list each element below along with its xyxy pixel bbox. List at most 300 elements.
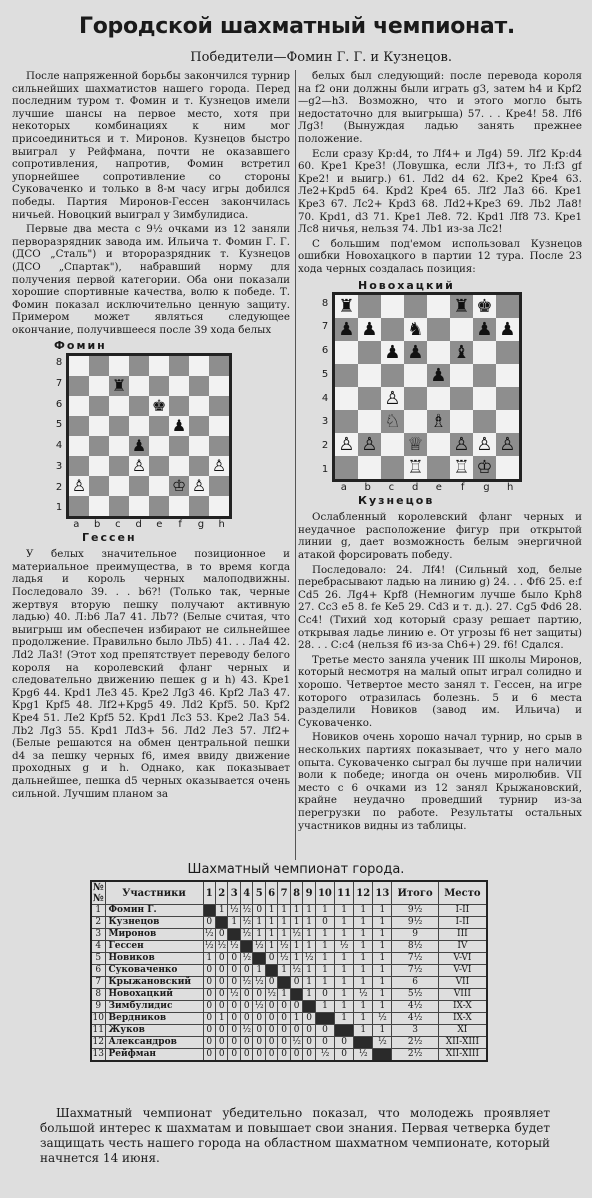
table-cell: 0	[240, 989, 252, 1001]
column-header: 11	[335, 881, 354, 905]
table-cell: 0	[203, 1025, 215, 1037]
file-label: f	[460, 482, 465, 494]
table-cell: 0	[215, 1037, 227, 1049]
chess-diagram-2	[318, 280, 538, 508]
table-cell: 1	[253, 929, 265, 941]
table-title: Шахматный чемпионат города.	[187, 862, 405, 877]
table-cell: 0	[278, 1025, 290, 1037]
white-pawn-icon: ♙	[384, 387, 401, 409]
table-cell: 0	[228, 1013, 240, 1025]
board-square	[450, 410, 473, 433]
table-cell: 1	[335, 1001, 354, 1013]
table-cell: 0	[240, 1001, 252, 1013]
black-pawn-icon: ♟	[361, 318, 378, 340]
table-cell: 0	[335, 1049, 354, 1062]
column-divider	[295, 70, 296, 860]
table-cell: 1	[303, 929, 315, 941]
table-cell: 1	[278, 965, 290, 977]
black-pawn-icon: ♟	[476, 318, 493, 340]
board-square	[404, 433, 427, 456]
black-king-icon: ♚	[476, 295, 493, 317]
board-square	[189, 416, 209, 436]
rank-label: 7	[55, 377, 63, 389]
participant-name: Кузнецов	[105, 917, 203, 929]
file-label: e	[156, 519, 163, 531]
board-square	[149, 456, 169, 476]
table-cell: 1	[290, 905, 302, 917]
white-king-icon: ♔	[476, 456, 493, 478]
table-cell: 3	[392, 1025, 438, 1037]
board-square	[473, 341, 496, 364]
table-cell: ½	[242, 977, 252, 987]
board-square	[69, 356, 89, 376]
file-label: h	[218, 519, 225, 531]
table-cell: 0	[215, 977, 227, 989]
board-square	[381, 295, 404, 318]
rank-label: 6	[55, 398, 63, 410]
table-cell: XII-XIII	[438, 1049, 487, 1062]
table-cell	[278, 977, 290, 989]
board-square	[129, 356, 149, 376]
table-cell: 0	[203, 1013, 215, 1025]
table-cell: 0	[303, 1037, 315, 1049]
board-square	[404, 456, 427, 479]
board-square	[427, 410, 450, 433]
table-cell: 0	[253, 1025, 265, 1037]
board-square	[129, 396, 149, 416]
table-body	[91, 905, 487, 1062]
table-cell: VII	[438, 977, 487, 989]
board-square	[358, 410, 381, 433]
white-pawn-icon: ♙	[453, 433, 470, 455]
board-square	[169, 476, 189, 496]
table-cell: 1	[278, 917, 290, 929]
participant-name: Жуков	[105, 1025, 203, 1037]
white-pawn-icon: ♙	[338, 433, 355, 455]
table-cell: 0	[240, 1049, 252, 1062]
board-square	[89, 416, 109, 436]
table-cell	[228, 929, 240, 941]
table-row	[91, 965, 487, 977]
table-cell: 5½	[392, 989, 438, 1001]
file-label: a	[73, 519, 80, 531]
table-cell: XII-XIII	[438, 1037, 487, 1049]
white-pawn-icon: ♙	[211, 456, 227, 476]
rank-label: 4	[321, 392, 329, 404]
participant-name: Новохацкий	[105, 989, 203, 1001]
table-cell: 1	[354, 929, 373, 941]
table-cell: 1	[315, 941, 334, 953]
board-square	[109, 416, 129, 436]
table-cell	[265, 965, 277, 977]
table-cell: 9½	[392, 905, 438, 917]
table-cell: 7½	[392, 965, 438, 977]
chess-diagram-1	[52, 340, 242, 544]
table-cell: 9	[91, 1001, 105, 1013]
black-rook-icon: ♜	[338, 295, 355, 317]
board-square	[358, 295, 381, 318]
board-square	[473, 456, 496, 479]
board-square	[427, 364, 450, 387]
table-cell: 1	[373, 989, 392, 1001]
board-square	[427, 456, 450, 479]
paragraph: белых был следующий: после перевода короля на f2 они должны были играть g3, затем h4 и Крf2—g2—h3. Возможно, что и этого могло быть недостаточно для выигрыша) 57. . . Крe4! 58. Лf6 Лg3! (Вынуждая ладью занять прежнее положение.	[298, 70, 582, 145]
table-cell: 0	[215, 1001, 227, 1013]
table-row	[91, 917, 487, 929]
board-square	[381, 410, 404, 433]
table-cell: 1	[373, 1001, 392, 1013]
right-column	[298, 70, 582, 860]
board-square	[129, 476, 149, 496]
board-square	[189, 456, 209, 476]
table-cell	[354, 1037, 373, 1049]
table-cell: ½	[242, 905, 252, 915]
black-knight-icon: ♞	[407, 318, 424, 340]
table-cell: ½	[292, 965, 301, 975]
column-header: № №	[92, 882, 104, 904]
board-square	[335, 318, 358, 341]
column-header: 8	[290, 881, 302, 905]
table-cell: 0	[265, 1025, 277, 1037]
table-cell: 1	[228, 917, 240, 929]
board-square	[109, 356, 129, 376]
board-square	[189, 356, 209, 376]
board-square	[404, 387, 427, 410]
table-cell: 1	[290, 917, 302, 929]
board-square	[169, 356, 189, 376]
table-cell: ½	[242, 917, 252, 927]
paragraph: Если сразу Кр:d4, то Лf4+ и Лg4) 59. Лf2 Кр:d4 60. Крe1 Крe3! (Ловушка, если Лf3+, то Л:f3 gf Крe2! и выигр.) 61. Лd2 d4 62. Крe2 Крe4 63. Лe2+Крd5 64. Крd2 Крe4 65. Лf2 Лa3 66. Крe1 Крe3 67. Лc2+ Крd3 68. Лd2+Крe3 69. Лb2 Лa8! 70. Крd1, d3 71. Крe1 Лe8. 72. Крd1 Лf8 73. Крe1 Лc8 ничья, нельзя 74. Лb1 из-за Лc2!	[298, 147, 582, 236]
board-square	[209, 436, 229, 456]
board-square	[189, 436, 209, 456]
board-square	[450, 433, 473, 456]
table-cell: ½	[217, 941, 227, 951]
file-label: g	[197, 519, 205, 531]
table-cell: 1	[315, 1001, 334, 1013]
table-cell: I-II	[438, 905, 487, 917]
table-cell: V-VI	[438, 953, 487, 965]
board-square	[358, 364, 381, 387]
table-cell: 0	[315, 917, 334, 929]
rank-labels	[318, 292, 332, 482]
file-label: d	[135, 519, 142, 531]
table-cell: 1	[303, 965, 315, 977]
table-cell: 0	[290, 1001, 302, 1013]
board-square	[450, 341, 473, 364]
board-square	[381, 341, 404, 364]
file-label: b	[364, 482, 371, 494]
table-cell	[373, 1049, 392, 1062]
table-cell: 0	[290, 1025, 302, 1037]
table-cell: 0	[240, 1013, 252, 1025]
table-cell: 0	[315, 1037, 334, 1049]
board-square	[129, 496, 149, 516]
paragraph: Последовало: 24. Лf4! (Сильный ход, белые перебрасывают ладью на линию g) 24. . . Фf6 25. e:f Cd5 26. Лg4+ Крf8 (Немногим лучше было Крh8 27. Cc3 e5 8. fe Ke5 29. Cd3 и т. д.). 27. Cg5 Фd6 28. Cc4! (Тихий ход который сразу решает партию, открывая ладье линию e. От угрозы f6 нет защиты) 28. . . C:c4 (нельзя f6 из-за Ch6+) 29. f6! Сдался.	[298, 563, 582, 652]
board-square	[109, 376, 129, 396]
table-cell: 9½	[392, 917, 438, 929]
table-cell: 0	[253, 989, 265, 1001]
board-square	[209, 376, 229, 396]
table-cell: ½	[292, 929, 301, 939]
table-cell: ½	[279, 941, 289, 951]
board-square	[189, 396, 209, 416]
board-square	[496, 364, 519, 387]
board-square	[496, 456, 519, 479]
board-square	[335, 387, 358, 410]
table-cell: 0	[253, 905, 265, 917]
board-square	[109, 396, 129, 416]
table-cell: 0	[240, 965, 252, 977]
participant-name: Новиков	[105, 953, 203, 965]
participant-name: Вердников	[105, 1013, 203, 1025]
table-cell: 0	[278, 1049, 290, 1062]
board-square	[129, 456, 149, 476]
table-cell: 7½	[392, 953, 438, 965]
rank-label: 7	[321, 321, 329, 333]
table-cell: 1	[335, 977, 354, 989]
table-cell: 0	[215, 1025, 227, 1037]
table-cell: 1	[303, 941, 315, 953]
black-pawn-icon: ♟	[131, 436, 147, 456]
table-cell: III	[438, 929, 487, 941]
table-cell: 1	[278, 905, 290, 917]
white-rook-icon: ♖	[453, 456, 470, 478]
table-cell: 1	[315, 953, 334, 965]
participant-name: Миронов	[105, 929, 203, 941]
paragraph: Ослабленный королевский фланг черных и неудачное расположение фигур при открытой линии g, дает возможность белым энергичной атакой форсировать победу.	[298, 511, 582, 562]
board-square	[358, 341, 381, 364]
board-square	[209, 476, 229, 496]
chess-board	[66, 353, 232, 519]
paragraph: Третье место заняла ученик III школы Миронов, который несмотря на малый опыт играл солидно и хорошо. Четвертое место занял т. Гессен, на игре которого отразилась болезнь. 5 и 6 места разделили Новиков (завод им. Ильича) и Суковаченко.	[298, 653, 582, 729]
table-cell: 1	[303, 905, 315, 917]
table-cell: 1	[290, 941, 302, 953]
board-square	[89, 376, 109, 396]
table-cell: 6	[392, 977, 438, 989]
table-cell: 1	[203, 953, 215, 965]
table-cell: 1	[335, 989, 354, 1001]
board-square	[189, 376, 209, 396]
column-header: 1	[203, 881, 215, 905]
board-square	[404, 364, 427, 387]
table-cell: 1	[373, 917, 392, 929]
table-cell: ½	[292, 1037, 301, 1047]
table-cell: 0	[215, 965, 227, 977]
table-cell: XI	[438, 1025, 487, 1037]
paragraph: Первые два места с 9½ очками из 12 заняли перворазрядник завода им. Ильича т. Фомин Г. Г. (ДСО „Сталь") и второразрядник т. Кузнецов (ДСО „Спартак"), набравший норму для получения первой категории. Оба они показали хорошие спортивные качества, волю к победе. Т. Фомин показал исключительно ценную защиту. Примером может являться следующее окончание, получившееся после 39 хода белых	[12, 223, 290, 336]
board-square	[381, 318, 404, 341]
table-cell: VIII	[438, 989, 487, 1001]
board-square	[169, 416, 189, 436]
table-row	[91, 1013, 487, 1025]
black-king-icon: ♚	[151, 396, 167, 416]
table-cell: 0	[278, 1001, 290, 1013]
board-square	[427, 433, 450, 456]
table-cell: 1	[335, 905, 354, 917]
table-row	[91, 1025, 487, 1037]
file-label: a	[340, 482, 347, 494]
table-cell: 0	[278, 1037, 290, 1049]
board-square	[496, 387, 519, 410]
board-square	[69, 396, 89, 416]
table-cell: 1	[253, 965, 265, 977]
board-square	[358, 433, 381, 456]
board-square	[427, 295, 450, 318]
table-cell	[215, 917, 227, 929]
board-square	[450, 456, 473, 479]
board-square	[473, 433, 496, 456]
board-square	[335, 364, 358, 387]
white-pawn-icon: ♙	[476, 433, 493, 455]
board-square	[473, 387, 496, 410]
table-cell: 2½	[392, 1037, 438, 1049]
board-square	[149, 476, 169, 496]
white-pawn-icon: ♙	[361, 433, 378, 455]
board-square	[473, 410, 496, 433]
table-cell: ½	[267, 989, 277, 999]
board-square	[473, 295, 496, 318]
board-square	[129, 376, 149, 396]
board-square	[69, 456, 89, 476]
table-cell: I-II	[438, 917, 487, 929]
table-row	[91, 953, 487, 965]
board-square	[496, 433, 519, 456]
table-cell: ½	[204, 941, 214, 951]
table-cell: 0	[215, 929, 227, 941]
table-cell: 1	[373, 905, 392, 917]
column-header: Итого	[392, 881, 438, 905]
table-cell: ½	[229, 941, 239, 951]
table-cell: 0	[215, 989, 227, 1001]
table-header-row	[91, 881, 487, 905]
table-cell: 1	[335, 1013, 354, 1025]
white-pawn-icon: ♙	[191, 476, 207, 496]
paragraph: После напряженной борьбы закончился турнир сильнейших шахматистов нашего города. Перед последним туром т. Фомин и т. Кузнецов имели лучшие шансы на первое место, хотя при некоторых комбинациях к ним мог присоединиться и т. Миронов. Кузнецов быстро выиграл у Рейфмана, почти не оказавшего сопротивления, напротив, Фомин встретил упорнейшее сопротивление со стороны Суковаченко и только в 8-м часу игры добился победы. Партия Миронов-Гессен закончилась ничьей. Новоцкий выиграл у Зимбулидиса.	[12, 70, 290, 221]
table-cell: 0	[265, 1037, 277, 1049]
file-label: g	[483, 482, 490, 494]
participant-name: Фомин Г.	[105, 905, 203, 917]
table-cell: 0	[265, 953, 277, 965]
white-queen-icon: ♕	[407, 433, 424, 455]
table-cell	[203, 905, 215, 917]
table-cell: 1	[373, 953, 392, 965]
table-cell: 0	[315, 989, 334, 1001]
rank-label: 2	[55, 481, 63, 493]
table-cell: 0	[228, 977, 240, 989]
table-cell: 1	[278, 929, 290, 941]
table-cell: 1	[354, 953, 373, 965]
table-cell: 0	[303, 1013, 315, 1025]
table-cell: 4½	[392, 1001, 438, 1013]
rank-label: 6	[321, 345, 329, 357]
white-pawn-icon: ♙	[131, 456, 147, 476]
participant-name: Суковаченко	[105, 965, 203, 977]
table-cell: 0	[290, 977, 302, 989]
table-cell: 1	[215, 905, 227, 917]
white-rook-icon: ♖	[407, 456, 424, 478]
board-square	[335, 456, 358, 479]
board-square	[69, 476, 89, 496]
table-cell: 0	[203, 977, 215, 989]
table-cell: ½	[229, 905, 239, 915]
white-player-label: Кузнецов	[358, 493, 435, 507]
table-cell: 0	[203, 965, 215, 977]
table-cell: 8	[91, 989, 105, 1001]
board-square	[109, 476, 129, 496]
table-cell: 0	[228, 1037, 240, 1049]
board-square	[189, 476, 209, 496]
table-row	[91, 905, 487, 917]
board-square	[496, 295, 519, 318]
table-cell: ½	[254, 1001, 264, 1011]
column-header: 10	[315, 881, 334, 905]
table-cell: 1	[373, 1025, 392, 1037]
rank-label: 5	[321, 368, 329, 380]
column-header: 2	[215, 881, 227, 905]
table-cell: 1	[265, 905, 277, 917]
table-cell: 0	[290, 1049, 302, 1062]
board-square	[381, 387, 404, 410]
board-square	[381, 456, 404, 479]
board-square	[381, 433, 404, 456]
black-rook-icon: ♜	[453, 295, 470, 317]
table-cell: ½	[279, 953, 289, 963]
table-cell: 0	[265, 1049, 277, 1062]
table-cell: ½	[373, 1013, 392, 1025]
table-cell: 0	[253, 1037, 265, 1049]
table-cell: ½	[304, 953, 314, 963]
table-cell: 12	[92, 1037, 104, 1047]
black-player-label: Фомин	[54, 339, 107, 353]
table-cell: 5	[91, 953, 105, 965]
table-cell: 1	[335, 929, 354, 941]
table-cell: 0	[253, 1049, 265, 1062]
table-cell: 1	[303, 917, 315, 929]
board-square	[89, 456, 109, 476]
table-cell: 1	[303, 989, 315, 1001]
column-header: Место	[438, 881, 487, 905]
table-cell: 0	[303, 1025, 315, 1037]
table-cell: ½	[335, 941, 354, 953]
table-cell: 13	[92, 1049, 104, 1059]
participant-name: Зимбулидис	[105, 1001, 203, 1013]
board-square	[473, 364, 496, 387]
board-square	[335, 341, 358, 364]
board-square	[450, 387, 473, 410]
board-square	[450, 318, 473, 341]
table-cell: 1	[265, 929, 277, 941]
black-pawn-icon: ♟	[407, 341, 424, 363]
table-cell: ½	[242, 1025, 252, 1035]
white-bishop-icon: ♗	[430, 410, 447, 432]
table-cell: ½	[354, 1049, 373, 1062]
rank-label: 2	[321, 440, 329, 452]
black-bishop-icon: ♝	[453, 341, 470, 363]
table-row	[91, 929, 487, 941]
table-cell: 0	[228, 953, 240, 965]
table-cell: 0	[203, 1049, 215, 1062]
file-label: c	[115, 519, 121, 531]
table-cell: 1	[354, 941, 373, 953]
board-square	[450, 364, 473, 387]
table-cell: 4	[91, 941, 105, 953]
table-cell: ½	[315, 1049, 334, 1062]
table-cell: 1	[373, 977, 392, 989]
board-square	[450, 295, 473, 318]
board-square	[149, 356, 169, 376]
table-cell: 1	[354, 917, 373, 929]
board-square	[69, 496, 89, 516]
